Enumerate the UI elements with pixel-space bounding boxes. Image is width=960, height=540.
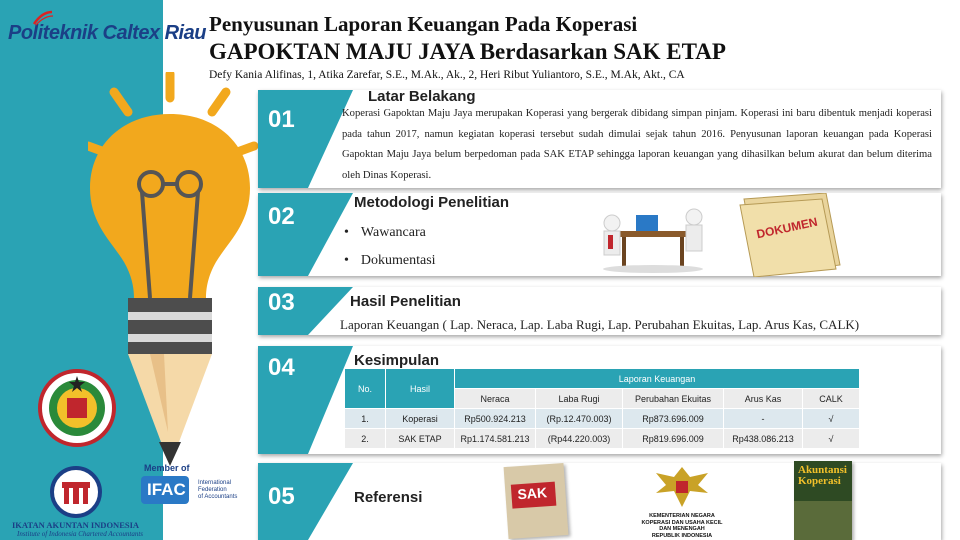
- section-title: Kesimpulan: [354, 352, 440, 369]
- badge-03: [258, 287, 353, 335]
- card-kesimpulan: [258, 346, 941, 454]
- cell-no: 2.: [345, 429, 386, 449]
- header-hasil: Hasil: [386, 369, 455, 409]
- document-folder-icon: [736, 193, 846, 277]
- ifac-full-name: International Federation of Accountants: [198, 480, 238, 500]
- header-no: No.: [345, 369, 386, 409]
- garuda-emblem-icon: [652, 463, 712, 513]
- cell-ekuitas: Rp819.696.009: [623, 429, 724, 449]
- section-number: 01: [268, 106, 295, 133]
- subheader-laba-rugi: Laba Rugi: [536, 389, 623, 409]
- book-sak-label: SAK: [516, 484, 548, 503]
- card-referensi: [258, 463, 941, 540]
- cell-hasil: SAK ETAP: [386, 429, 455, 449]
- cell-neraca: Rp500.924.213: [455, 409, 536, 429]
- cell-arus-kas: -: [724, 409, 803, 429]
- results-table: [344, 368, 860, 449]
- cell-laba-rugi: (Rp.12.470.003): [536, 409, 623, 429]
- cell-calk: √: [803, 409, 860, 429]
- title-line-2: GAPOKTAN MAJU JAYA Berdasarkan SAK ETAP: [209, 38, 726, 64]
- cell-laba-rugi: (Rp44.220.003): [536, 429, 623, 449]
- section-number: 04: [268, 354, 295, 381]
- section-title: Referensi: [354, 489, 423, 506]
- section-text: Koperasi Gapoktan Maju Jaya merupakan Koperasi yang bergerak dibidang simpan pinjam. Koperasi ini baru dibentuk menjadi koperasi pada tahun 2017, namun kegiatan koperasi tersebut sudah dimulai sejak tahun 2016. Penyusunan laporan keuangan pada Koperasi Gapoktan Maju Jaya belum berpedoman pada SAK ETAP sehingga laporan keuangan yang dihasilkan belum akurat dan belum diterima oleh Dinas Koperasi.: [342, 108, 932, 181]
- section-title: Hasil Penelitian: [350, 293, 461, 310]
- table-row: [345, 429, 860, 449]
- pcr-logo: [8, 22, 206, 45]
- badge-05: [258, 463, 353, 540]
- list-item: • Dokumentasi: [344, 247, 436, 275]
- card-metodologi: [258, 193, 941, 276]
- table-row: [345, 409, 860, 429]
- kemenkop-caption: KEMENTERIAN NEGARA KOPERASI DAN USAHA KECIL DAN MENENGAH REPUBLIK INDONESIA: [641, 513, 723, 539]
- book2-title-1: Akuntansi: [798, 464, 847, 476]
- book2-title-2: Koperasi: [798, 475, 841, 487]
- title-line-1: Penyusunan Laporan Keuangan Pada Koperasi: [209, 12, 638, 36]
- subheader-arus-kas: Arus Kas: [724, 389, 803, 409]
- folder-label: DOKUMEN: [755, 214, 819, 242]
- header-laporan-keuangan: Laporan Keuangan: [455, 369, 860, 389]
- subheader-neraca: Neraca: [455, 389, 536, 409]
- authors: Defy Kania Alifinas, 1, Atika Zarefar, S.E., M.Ak., Ak., 2, Heri Ribut Yuliantoro, S.E., M.Ak, Akt., CA: [209, 69, 685, 81]
- section-title: Metodologi Penelitian: [354, 194, 510, 211]
- iai-logo-icon: [50, 466, 102, 518]
- subheader-perubahan-ekuitas: Perubahan Ekuitas: [623, 389, 724, 409]
- ifac-member-label: Member of: [144, 463, 190, 473]
- cell-neraca: Rp1.174.581.213: [455, 429, 536, 449]
- section-text: Laporan Keuangan ( Lap. Neraca, Lap. Laba Rugi, Lap. Perubahan Ekuitas, Lap. Arus Kas, CALK): [340, 317, 860, 332]
- ifac-logo-text: IFAC: [147, 480, 186, 499]
- interview-illustration: [598, 201, 708, 273]
- cell-hasil: Koperasi: [386, 409, 455, 429]
- subheader-calk: CALK: [803, 389, 860, 409]
- cell-no: 1.: [345, 409, 386, 429]
- iai-subtitle: Institute of Indonesia Chartered Accountants: [17, 530, 143, 538]
- cell-arus-kas: Rp438.086.213: [724, 429, 803, 449]
- cell-calk: √: [803, 429, 860, 449]
- reference-book-sak: [504, 463, 569, 539]
- reference-book-akuntansi-koperasi: [794, 461, 852, 540]
- section-number: 03: [268, 289, 295, 316]
- badge-02: [258, 193, 353, 276]
- badge-01: [258, 90, 353, 188]
- iai-name: IKATAN AKUNTAN INDONESIA: [12, 520, 140, 530]
- page-title: [209, 12, 726, 66]
- cell-ekuitas: Rp873.696.009: [623, 409, 724, 429]
- section-number: 02: [268, 203, 295, 230]
- pcr-swoosh-icon: [32, 10, 54, 26]
- method-list: [344, 219, 436, 275]
- card-hasil-penelitian: [258, 287, 941, 335]
- pcr-logo-text: Politeknik Caltex Riau: [8, 22, 206, 44]
- section-number: 05: [268, 483, 295, 510]
- list-item: • Wawancara: [344, 219, 436, 247]
- card-latar-belakang: [258, 90, 941, 188]
- badge-04: [258, 346, 353, 454]
- koperasi-emblem: [37, 368, 117, 450]
- section-title: Latar Belakang: [368, 88, 476, 105]
